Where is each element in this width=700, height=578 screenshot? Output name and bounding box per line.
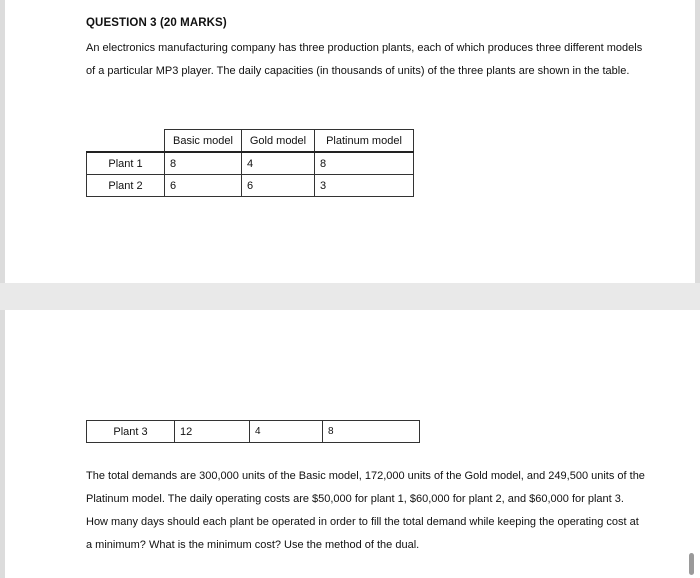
header-cell-platinum: Platinum model — [315, 130, 414, 153]
row-label: Plant 2 — [87, 175, 165, 197]
capacity-table — [86, 129, 414, 197]
table-row — [87, 175, 414, 197]
header-cell-gold: Gold model — [242, 130, 315, 153]
cell-basic: 6 — [165, 175, 242, 197]
row-label: Plant 1 — [87, 152, 165, 175]
cell-basic: 12 — [175, 421, 250, 443]
table-row — [87, 152, 414, 175]
question-closing: The total demands are 300,000 units of the Basic model, 172,000 units of the Gold model, and 249,500 units of the Platinum model. The daily operating costs are $50,000 for plant 1, $60,000 for plant 2, and $60,000 for plant 3. How many days should each plant be operated in order to fill the total demand while keeping the operating cost at a minimum? What is the minimum cost? Use the method of the dual. — [86, 470, 645, 551]
question-heading: QUESTION 3 (20 MARKS) — [86, 17, 227, 29]
cell-gold: 4 — [250, 421, 323, 443]
scrollbar-thumb[interactable] — [689, 553, 694, 575]
page-edge-left — [0, 0, 5, 283]
table-header-row — [87, 130, 414, 153]
row-label: Plant 3 — [87, 421, 175, 443]
cell-platinum: 8 — [315, 152, 414, 175]
cell-basic: 8 — [165, 152, 242, 175]
table-row — [87, 421, 420, 443]
header-cell-empty — [87, 130, 165, 153]
cell-platinum: 3 — [315, 175, 414, 197]
page-edge-right — [695, 0, 700, 283]
page-gap — [0, 283, 700, 310]
header-cell-basic: Basic model — [165, 130, 242, 153]
cell-gold: 6 — [242, 175, 315, 197]
capacity-table-continued — [86, 420, 420, 443]
page-edge-left — [0, 310, 5, 578]
cell-platinum: 8 — [323, 421, 420, 443]
question-intro: An electronics manufacturing company has three production plants, each of which produces three different models of a particular MP3 player. The daily capacities (in thousands of units) of the three plants are shown in the table. — [86, 42, 643, 77]
cell-gold: 4 — [242, 152, 315, 175]
